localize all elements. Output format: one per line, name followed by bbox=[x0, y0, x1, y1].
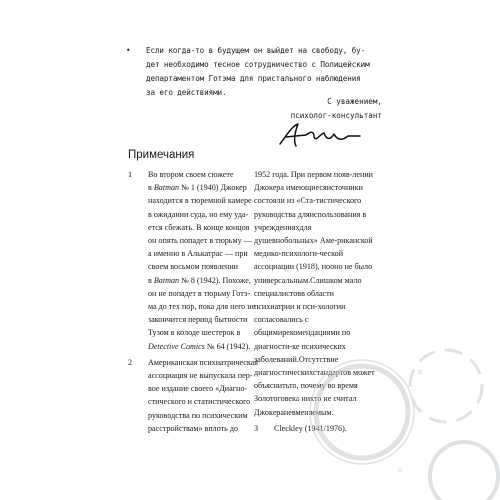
note-number: 1 bbox=[128, 170, 133, 179]
italic-title: Batman bbox=[153, 183, 180, 193]
note-line bbox=[148, 409, 250, 422]
note-line: лении Джокера имеющиеся bbox=[254, 170, 374, 193]
note-number: 2 bbox=[128, 357, 133, 367]
note-line bbox=[148, 356, 259, 369]
note-text-run: Тузом в колоде шестерок в bbox=[148, 328, 241, 338]
note-line bbox=[148, 369, 253, 382]
italic-title: Batman bbox=[153, 275, 180, 285]
note-text-run: стического и статистического bbox=[148, 397, 251, 407]
note-text-run: в bbox=[148, 183, 154, 193]
note-text-run: Американская психиатрическая bbox=[148, 357, 259, 367]
note-line: Слишком мало специалистов bbox=[254, 275, 362, 298]
note-line: риканской медико-психологи- bbox=[254, 236, 373, 259]
note-line bbox=[148, 313, 250, 326]
note-text-run: а именно в Алькатрас — при bbox=[148, 249, 248, 259]
note-line bbox=[148, 340, 250, 353]
handwritten-signature bbox=[276, 120, 386, 150]
note-line bbox=[148, 395, 250, 408]
note-text-run: № 1 (1940) Джокер bbox=[179, 183, 247, 193]
note-text-run: руководства по психическим bbox=[148, 410, 248, 420]
note-text-run: своем восьмом появлении bbox=[148, 262, 238, 272]
note-line bbox=[148, 181, 250, 194]
letter-line: департаментом Готэма для пристального наблюдения bbox=[146, 74, 361, 83]
note-line: оно не было универсальным. bbox=[254, 262, 373, 285]
note-line bbox=[148, 326, 250, 339]
note-text-run: ется сбежать. В конце концов bbox=[148, 222, 250, 232]
note-line: хологии согласовались с общими bbox=[254, 302, 346, 338]
note-line bbox=[148, 194, 250, 207]
note-line: ке психических заболеваний. bbox=[254, 341, 346, 364]
note-line bbox=[148, 382, 250, 395]
note-line bbox=[148, 260, 250, 273]
note-text-run: № 64 (1942). bbox=[204, 341, 251, 351]
bullet-icon: • bbox=[126, 46, 131, 55]
note-line bbox=[148, 221, 250, 234]
note-line: для душевнобольных» Аме- bbox=[254, 222, 338, 246]
note-line: 1952 года. При первом появ- bbox=[254, 170, 353, 179]
italic-title: Detective Comics bbox=[148, 341, 205, 351]
letter-closing bbox=[291, 95, 382, 123]
note-line: тистического руководства для bbox=[254, 196, 362, 219]
note-text-run: ассоциация не выпускала пер- bbox=[148, 371, 253, 381]
notes-heading: Примечания bbox=[128, 149, 195, 161]
note-line: источники состояли из «Ста- bbox=[254, 183, 363, 206]
note-line: в области психиатрии и пси- bbox=[254, 288, 335, 312]
note-line bbox=[148, 287, 250, 300]
note-item bbox=[128, 356, 259, 435]
note-text-run: он опять попадет в тюрьму — bbox=[148, 236, 252, 246]
note-line: использования в учреждениях bbox=[254, 209, 367, 232]
closing-regards: С уважением, bbox=[327, 97, 382, 106]
note-line: века никто не считал Джокера bbox=[254, 394, 357, 417]
note-text-run: Во втором своем сюжете bbox=[148, 170, 234, 179]
note-line: то, почему во время Золотого bbox=[254, 381, 358, 404]
note-text-run: закончится период бытности bbox=[148, 315, 248, 325]
note-item bbox=[128, 168, 256, 353]
note-text-run: в ожидании суда, но ему уда- bbox=[148, 209, 249, 219]
note-line bbox=[148, 247, 250, 260]
note-line bbox=[148, 422, 250, 435]
note-line: невменяемым. bbox=[283, 407, 334, 417]
note-line bbox=[148, 208, 250, 221]
closing-role: психолог-консультант bbox=[290, 111, 382, 120]
letter-line: за его действиями. bbox=[146, 88, 227, 97]
note-text-run: расстройствам» вплоть до bbox=[148, 423, 239, 433]
note-line bbox=[148, 300, 256, 313]
note-line: рекомендациями по диагности- bbox=[254, 328, 351, 351]
note-line: ческой ассоциации (1918), но bbox=[254, 249, 344, 272]
notes-column-left bbox=[128, 168, 259, 438]
note-text-run: № 8 (1942). Похоже, bbox=[179, 275, 251, 285]
note-line bbox=[148, 234, 250, 247]
note-number: 3 bbox=[254, 423, 259, 433]
note-text-run: вое издание своего «Диагно- bbox=[148, 384, 248, 394]
note-line bbox=[148, 168, 250, 181]
coffee-ring-stain bbox=[250, 320, 500, 500]
note-text-run: он не попадет в тюрьму Готэ- bbox=[148, 288, 251, 298]
note-text: Cleckley (1941/1976). bbox=[274, 423, 347, 433]
note-text-run: в bbox=[148, 275, 154, 285]
letter-line: Если когда-то в будущем он выйдет на свободу, бу- bbox=[146, 46, 366, 55]
letter-line: дет необходимо тесное сотрудничество с Полицейским bbox=[146, 60, 370, 69]
note-line: стандартов может объяснить bbox=[254, 368, 375, 391]
note-text-run: ма до тех пор, пока для него не bbox=[148, 302, 256, 312]
note-line bbox=[148, 274, 250, 287]
note-line: Отсутствие диагностических bbox=[254, 354, 339, 378]
note-text-run: находится в тюремной камере bbox=[148, 196, 252, 206]
